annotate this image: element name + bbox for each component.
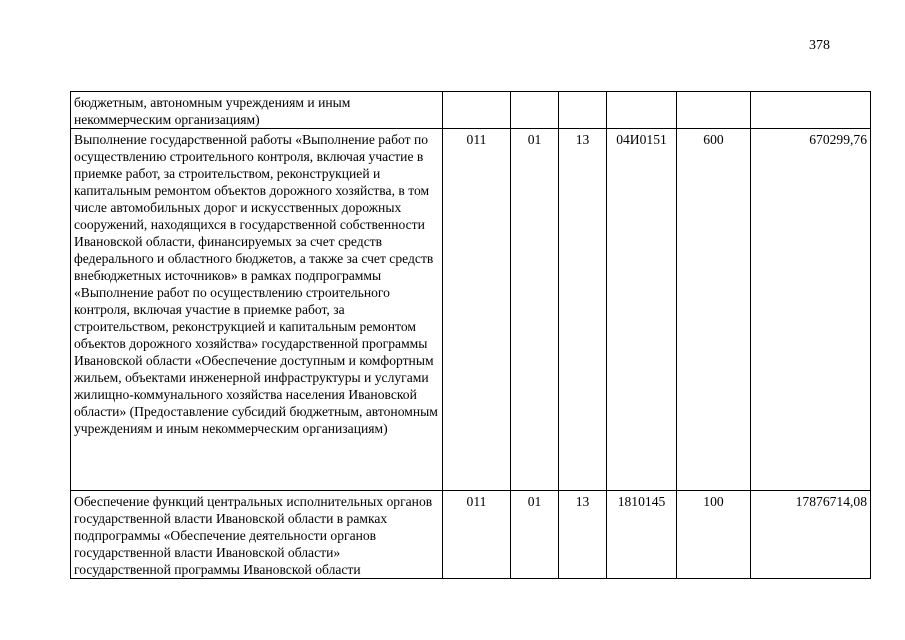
page-number: 378 [809, 38, 830, 53]
row-description: Обеспечение функций центральных исполнительных органов государственной власти Ивановской области в рамках подпрограммы «Обеспечение деятельности органов государственной власти Ивановской области» государственной программы Ивановской области [71, 491, 443, 579]
amount-value: 670299,76 [751, 129, 871, 491]
table-row [71, 92, 871, 129]
row-description: Выполнение государственной работы «Выполнение работ по осуществлению строительного контроля, включая участие в приемке работ, за строительством, реконструкцией и капитальным ремонтом объектов дорожного хозяйства, в том числе автомобильных дорог и искусственных дорожных сооружений, находящихся в государственной собственности Ивановской области, финансируемых за счет средств федерального и областного бюджетов, а также за счет средств внебюджетных источников» в рамках подпрограммы «Выполнение работ по осуществлению строительного контроля, включая участие в приемке работ, за строительством, реконструкцией и капитальным ремонтом объектов дорожного хозяйства» государственной программы Ивановской области «Обеспечение доступным и комфортным жильем, объектами инженерной инфраструктуры и услугами жилищно-коммунального хозяйства населения Ивановской области» (Предоставление субсидий бюджетным, автономным учреждениям и иным некоммерческим организациям) [71, 129, 443, 491]
expense-type-code: 600 [677, 129, 751, 491]
target-code: 04И0151 [607, 129, 677, 491]
subsection-code [559, 92, 607, 129]
subsection-code: 13 [559, 129, 607, 491]
table-row [71, 129, 871, 491]
expense-type-code: 100 [677, 491, 751, 579]
target-code [607, 92, 677, 129]
row-description: бюджетным, автономным учреждениям и иным некоммерческим организациям) [71, 92, 443, 129]
target-code: 1810145 [607, 491, 677, 579]
amount-value [751, 92, 871, 129]
section-code [511, 92, 559, 129]
section-code: 01 [511, 491, 559, 579]
amount-value: 17876714,08 [751, 491, 871, 579]
ministry-code: 011 [443, 129, 511, 491]
table-row [71, 491, 871, 579]
subsection-code: 13 [559, 491, 607, 579]
budget-table [70, 91, 871, 579]
section-code: 01 [511, 129, 559, 491]
ministry-code: 011 [443, 491, 511, 579]
expense-type-code [677, 92, 751, 129]
ministry-code [443, 92, 511, 129]
